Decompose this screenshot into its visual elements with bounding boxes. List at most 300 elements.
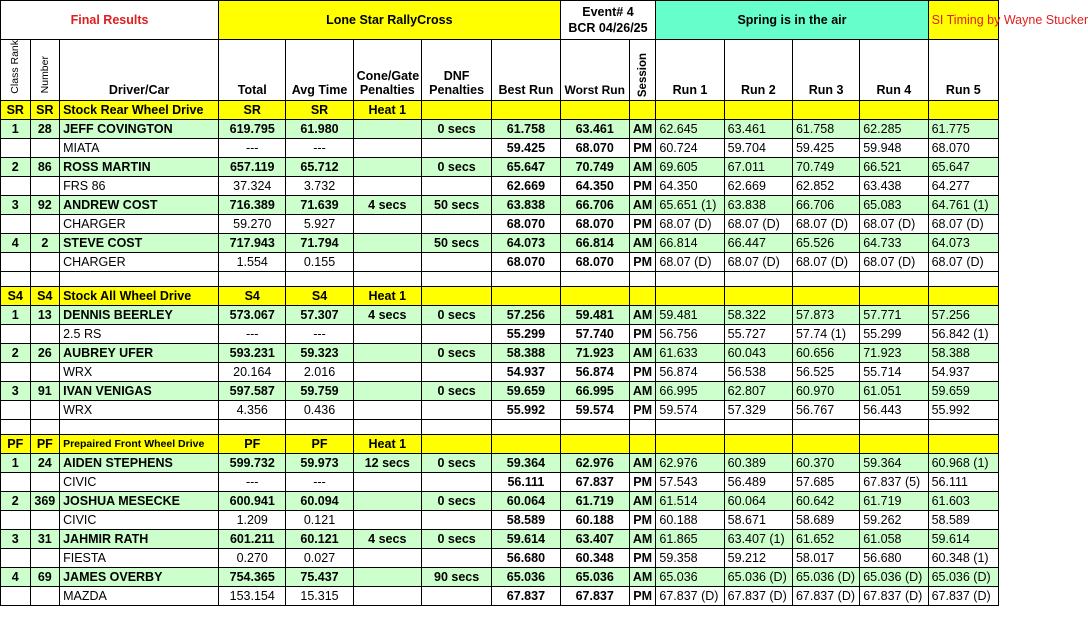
col-best-run: Best Run: [492, 40, 560, 101]
class-code-cell: PF: [30, 434, 60, 453]
session-cell: AM: [629, 233, 656, 252]
driver-row: [1, 491, 999, 510]
avg-time-cell: 59.759: [286, 381, 353, 400]
class-rank-cell: 2: [1, 343, 31, 362]
empty-cell: [219, 271, 286, 286]
worst-run-cell: 60.188: [560, 510, 629, 529]
diff-total-cell: 0.270: [219, 548, 286, 567]
run-time-cell: 67.837 (D): [792, 586, 859, 605]
session-cell: PM: [629, 472, 656, 491]
empty-cell: [1, 586, 31, 605]
col-run-2: Run 2: [724, 40, 792, 101]
empty-cell: [656, 286, 724, 305]
run-time-cell: 58.017: [792, 548, 859, 567]
best-run-cell: 57.256: [492, 305, 560, 324]
driver-name-cell: JEFF COVINGTON: [60, 119, 219, 138]
run-time-cell: 59.358: [656, 548, 724, 567]
empty-cell: [792, 434, 859, 453]
total-cell: 600.941: [219, 491, 286, 510]
run-time-cell: 61.058: [860, 529, 928, 548]
car-row: [1, 510, 999, 529]
session-cell: PM: [629, 252, 656, 271]
empty-cell: [928, 419, 998, 434]
run-time-cell: 57.685: [792, 472, 859, 491]
run-time-cell: 60.370: [792, 453, 859, 472]
dnf-penalty-cell: 0 secs: [421, 157, 491, 176]
dnf-penalties-label: Penalties: [429, 82, 485, 97]
spacer-row: [1, 271, 999, 286]
worst-run-cell: 67.837: [560, 586, 629, 605]
empty-cell: [421, 271, 491, 286]
run-time-cell: 65.036 (D): [860, 567, 928, 586]
total-cell: 717.943: [219, 233, 286, 252]
empty-cell: [30, 400, 60, 419]
run-time-cell: 60.188: [656, 510, 724, 529]
worst-run-cell: 60.348: [560, 548, 629, 567]
car-model-cell: FIESTA: [60, 548, 219, 567]
empty-cell: [792, 100, 859, 119]
total-cell: 716.389: [219, 195, 286, 214]
cone-penalty-cell: 12 secs: [353, 453, 421, 472]
empty-cell: [353, 510, 421, 529]
driver-row: [1, 343, 999, 362]
empty-cell: [724, 271, 792, 286]
empty-cell: [30, 548, 60, 567]
run-time-cell: 63.838: [724, 195, 792, 214]
class-rank-cell: 4: [1, 233, 31, 252]
run-time-cell: 56.767: [792, 400, 859, 419]
empty-cell: [492, 434, 560, 453]
class-code-cell: PF: [1, 434, 31, 453]
spacer-row: [1, 419, 999, 434]
car-number-cell: 92: [30, 195, 60, 214]
run-time-cell: 65.036 (D): [724, 567, 792, 586]
best-run-cell: 65.036: [492, 567, 560, 586]
diff-avg-cell: 0.436: [286, 400, 353, 419]
cone-penalty-cell: [353, 157, 421, 176]
best-run-cell: 64.073: [492, 233, 560, 252]
final-results-title: Final Results: [1, 1, 219, 40]
best-run-cell: 68.070: [492, 252, 560, 271]
class-avg-code-cell: PF: [286, 434, 353, 453]
class-rank-cell: 3: [1, 381, 31, 400]
empty-cell: [421, 286, 491, 305]
run-time-cell: 56.842 (1): [928, 324, 998, 343]
run-time-cell: 62.852: [792, 176, 859, 195]
empty-cell: [30, 324, 60, 343]
class-heat-cell: Heat 1: [353, 434, 421, 453]
empty-cell: [421, 362, 491, 381]
dnf-penalty-cell: 90 secs: [421, 567, 491, 586]
car-number-cell: 2: [30, 233, 60, 252]
empty-cell: [30, 138, 60, 157]
empty-cell: [1, 252, 31, 271]
empty-cell: [30, 510, 60, 529]
diff-avg-cell: 5.927: [286, 214, 353, 233]
empty-cell: [353, 138, 421, 157]
avg-time-cell: 60.094: [286, 491, 353, 510]
car-row: [1, 324, 999, 343]
car-model-cell: MAZDA: [60, 586, 219, 605]
run-time-cell: 60.970: [792, 381, 859, 400]
empty-cell: [492, 271, 560, 286]
driver-name-cell: DENNIS BEERLEY: [60, 305, 219, 324]
empty-cell: [860, 271, 928, 286]
run-time-cell: 66.995: [656, 381, 724, 400]
total-cell: 573.067: [219, 305, 286, 324]
run-time-cell: 61.775: [928, 119, 998, 138]
best-run-cell: 68.070: [492, 214, 560, 233]
car-model-cell: FRS 86: [60, 176, 219, 195]
run-time-cell: 67.837 (D): [656, 586, 724, 605]
total-cell: 599.732: [219, 453, 286, 472]
avg-time-cell: 59.973: [286, 453, 353, 472]
class-code-cell: S4: [30, 286, 60, 305]
empty-cell: [286, 419, 353, 434]
run-time-cell: 62.976: [656, 453, 724, 472]
empty-cell: [492, 419, 560, 434]
empty-cell: [421, 510, 491, 529]
empty-cell: [353, 214, 421, 233]
run-time-cell: 64.733: [860, 233, 928, 252]
run-time-cell: 61.719: [860, 491, 928, 510]
dnf-penalty-cell: 0 secs: [421, 305, 491, 324]
session-cell: AM: [629, 381, 656, 400]
col-driver-car: Driver/Car: [60, 40, 219, 101]
empty-cell: [860, 286, 928, 305]
dnf-penalty-cell: 0 secs: [421, 453, 491, 472]
run-time-cell: 65.036: [656, 567, 724, 586]
empty-cell: [629, 271, 656, 286]
session-cell: AM: [629, 305, 656, 324]
worst-run-cell: 61.719: [560, 491, 629, 510]
best-run-cell: 58.388: [492, 343, 560, 362]
avg-time-cell: 61.980: [286, 119, 353, 138]
event-info: [560, 1, 656, 40]
empty-cell: [1, 176, 31, 195]
empty-cell: [1, 214, 31, 233]
run-time-cell: 65.036 (D): [928, 567, 998, 586]
run-time-cell: 54.937: [928, 362, 998, 381]
total-cell: 593.231: [219, 343, 286, 362]
session-cell: AM: [629, 491, 656, 510]
run-time-cell: 68.07 (D): [792, 214, 859, 233]
empty-cell: [353, 586, 421, 605]
session-cell: PM: [629, 324, 656, 343]
best-run-cell: 59.659: [492, 381, 560, 400]
empty-cell: [60, 271, 219, 286]
empty-cell: [30, 214, 60, 233]
car-model-cell: WRX: [60, 362, 219, 381]
run-time-cell: 61.051: [860, 381, 928, 400]
empty-cell: [421, 434, 491, 453]
col-run-4: Run 4: [860, 40, 928, 101]
empty-cell: [928, 100, 998, 119]
session-cell: PM: [629, 586, 656, 605]
run-time-cell: 62.645: [656, 119, 724, 138]
dnf-penalty-cell: 50 secs: [421, 233, 491, 252]
session-cell: PM: [629, 176, 656, 195]
event-date: BCR 04/26/25: [568, 21, 648, 35]
run-time-cell: 57.329: [724, 400, 792, 419]
car-number-cell: 369: [30, 491, 60, 510]
car-model-cell: CIVIC: [60, 472, 219, 491]
run-time-cell: 61.865: [656, 529, 724, 548]
run-time-cell: 66.706: [792, 195, 859, 214]
cone-penalty-cell: 4 secs: [353, 305, 421, 324]
empty-cell: [1, 324, 31, 343]
empty-cell: [629, 100, 656, 119]
empty-cell: [353, 362, 421, 381]
diff-avg-cell: 0.121: [286, 510, 353, 529]
run-time-cell: 60.968 (1): [928, 453, 998, 472]
run-time-cell: 68.070: [928, 138, 998, 157]
cone-penalty-cell: [353, 233, 421, 252]
worst-run-cell: 56.874: [560, 362, 629, 381]
empty-cell: [353, 176, 421, 195]
total-cell: 754.365: [219, 567, 286, 586]
best-run-cell: 55.992: [492, 400, 560, 419]
run-time-cell: 59.262: [860, 510, 928, 529]
run-time-cell: 59.364: [860, 453, 928, 472]
driver-row: [1, 233, 999, 252]
diff-total-cell: 20.164: [219, 362, 286, 381]
run-time-cell: 70.749: [792, 157, 859, 176]
empty-cell: [30, 586, 60, 605]
worst-run-cell: 70.749: [560, 157, 629, 176]
total-cell: 657.119: [219, 157, 286, 176]
empty-cell: [1, 362, 31, 381]
car-number-cell: 26: [30, 343, 60, 362]
class-avg-code-cell: SR: [286, 100, 353, 119]
worst-run-cell: 68.070: [560, 138, 629, 157]
run-time-cell: 62.285: [860, 119, 928, 138]
col-run-1: Run 1: [656, 40, 724, 101]
class-rank-cell: 3: [1, 529, 31, 548]
empty-cell: [60, 419, 219, 434]
empty-cell: [629, 434, 656, 453]
empty-cell: [560, 271, 629, 286]
run-time-cell: 57.256: [928, 305, 998, 324]
dnf-penalty-cell: 0 secs: [421, 343, 491, 362]
results-body: [1, 1, 1088, 606]
run-time-cell: 66.521: [860, 157, 928, 176]
run-time-cell: 61.758: [792, 119, 859, 138]
empty-cell: [219, 419, 286, 434]
empty-cell: [421, 548, 491, 567]
best-run-cell: 59.614: [492, 529, 560, 548]
empty-cell: [928, 271, 998, 286]
empty-cell: [724, 419, 792, 434]
run-time-cell: 66.814: [656, 233, 724, 252]
driver-name-cell: ANDREW COST: [60, 195, 219, 214]
car-row: [1, 214, 999, 233]
dnf-label: DNF: [443, 68, 470, 83]
diff-total-cell: ---: [219, 138, 286, 157]
run-time-cell: 59.481: [656, 305, 724, 324]
run-time-cell: 61.514: [656, 491, 724, 510]
car-number-cell: 86: [30, 157, 60, 176]
empty-cell: [30, 252, 60, 271]
diff-total-cell: ---: [219, 472, 286, 491]
driver-row: [1, 195, 999, 214]
run-time-cell: 67.011: [724, 157, 792, 176]
dnf-penalty-cell: 0 secs: [421, 529, 491, 548]
run-time-cell: 60.064: [724, 491, 792, 510]
empty-cell: [492, 100, 560, 119]
run-time-cell: 56.874: [656, 362, 724, 381]
best-run-cell: 58.589: [492, 510, 560, 529]
run-time-cell: 58.388: [928, 343, 998, 362]
best-run-cell: 56.111: [492, 472, 560, 491]
class-header-row: [1, 100, 999, 119]
empty-cell: [656, 271, 724, 286]
class-total-code-cell: S4: [219, 286, 286, 305]
worst-run-cell: 63.461: [560, 119, 629, 138]
empty-cell: [560, 286, 629, 305]
session-cell: AM: [629, 567, 656, 586]
empty-cell: [656, 434, 724, 453]
run-time-cell: 60.348 (1): [928, 548, 998, 567]
worst-run-cell: 64.350: [560, 176, 629, 195]
car-row: [1, 252, 999, 271]
col-avg-time: Avg Time: [286, 40, 353, 101]
empty-cell: [1, 400, 31, 419]
diff-avg-cell: ---: [286, 472, 353, 491]
worst-run-cell: 57.740: [560, 324, 629, 343]
best-run-cell: 65.647: [492, 157, 560, 176]
cone-penalty-cell: [353, 491, 421, 510]
run-time-cell: 59.574: [656, 400, 724, 419]
car-number-cell: 69: [30, 567, 60, 586]
empty-cell: [928, 434, 998, 453]
run-time-cell: 63.438: [860, 176, 928, 195]
diff-total-cell: 1.554: [219, 252, 286, 271]
number-label: Number: [38, 56, 51, 94]
session-cell: PM: [629, 400, 656, 419]
car-model-cell: CHARGER: [60, 214, 219, 233]
run-time-cell: 65.647: [928, 157, 998, 176]
run-time-cell: 57.771: [860, 305, 928, 324]
class-rank-cell: 3: [1, 195, 31, 214]
run-time-cell: 65.083: [860, 195, 928, 214]
run-time-cell: 65.036 (D): [792, 567, 859, 586]
best-run-cell: 55.299: [492, 324, 560, 343]
empty-cell: [724, 434, 792, 453]
best-run-cell: 60.064: [492, 491, 560, 510]
run-time-cell: 67.837 (5): [860, 472, 928, 491]
empty-cell: [353, 419, 421, 434]
car-row: [1, 138, 999, 157]
avg-time-cell: 59.323: [286, 343, 353, 362]
driver-name-cell: ROSS MARTIN: [60, 157, 219, 176]
run-time-cell: 55.992: [928, 400, 998, 419]
run-time-cell: 63.407 (1): [724, 529, 792, 548]
empty-cell: [560, 100, 629, 119]
run-time-cell: 64.761 (1): [928, 195, 998, 214]
run-time-cell: 61.603: [928, 491, 998, 510]
best-run-cell: 59.364: [492, 453, 560, 472]
diff-total-cell: 59.270: [219, 214, 286, 233]
empty-cell: [353, 548, 421, 567]
class-total-code-cell: SR: [219, 100, 286, 119]
run-time-cell: 66.447: [724, 233, 792, 252]
run-time-cell: 60.389: [724, 453, 792, 472]
cone-penalty-cell: [353, 381, 421, 400]
diff-total-cell: 37.324: [219, 176, 286, 195]
run-time-cell: 56.443: [860, 400, 928, 419]
car-number-cell: 91: [30, 381, 60, 400]
car-number-cell: 28: [30, 119, 60, 138]
empty-cell: [421, 419, 491, 434]
run-time-cell: 62.669: [724, 176, 792, 195]
class-avg-code-cell: S4: [286, 286, 353, 305]
empty-cell: [860, 100, 928, 119]
car-row: [1, 176, 999, 195]
best-run-cell: 61.758: [492, 119, 560, 138]
run-time-cell: 59.614: [928, 529, 998, 548]
class-rank-cell: 1: [1, 305, 31, 324]
car-model-cell: CHARGER: [60, 252, 219, 271]
class-name-cell: Stock All Wheel Drive: [60, 286, 219, 305]
driver-name-cell: STEVE COST: [60, 233, 219, 252]
run-time-cell: 68.07 (D): [928, 214, 998, 233]
run-time-cell: 68.07 (D): [792, 252, 859, 271]
run-time-cell: 68.07 (D): [860, 214, 928, 233]
run-time-cell: 56.680: [860, 548, 928, 567]
avg-time-cell: 57.307: [286, 305, 353, 324]
best-run-cell: 59.425: [492, 138, 560, 157]
dnf-penalty-cell: 0 secs: [421, 381, 491, 400]
empty-cell: [629, 419, 656, 434]
empty-cell: [30, 472, 60, 491]
col-number: [30, 40, 60, 101]
col-class-rank: [1, 40, 31, 101]
driver-name-cell: AUBREY UFER: [60, 343, 219, 362]
run-time-cell: 59.425: [792, 138, 859, 157]
car-row: [1, 400, 999, 419]
empty-cell: [1, 138, 31, 157]
class-rank-cell: 2: [1, 491, 31, 510]
worst-run-cell: 62.976: [560, 453, 629, 472]
cone-penalty-cell: 4 secs: [353, 529, 421, 548]
worst-run-cell: 59.481: [560, 305, 629, 324]
worst-run-cell: 71.923: [560, 343, 629, 362]
run-time-cell: 64.073: [928, 233, 998, 252]
class-rank-label: Class Rank: [9, 40, 22, 94]
col-worst-run: Worst Run: [560, 40, 629, 101]
class-code-cell: SR: [30, 100, 60, 119]
empty-cell: [353, 252, 421, 271]
class-code-cell: S4: [1, 286, 31, 305]
best-run-cell: 54.937: [492, 362, 560, 381]
run-time-cell: 59.659: [928, 381, 998, 400]
diff-avg-cell: 15.315: [286, 586, 353, 605]
empty-cell: [792, 286, 859, 305]
class-code-cell: SR: [1, 100, 31, 119]
run-time-cell: 67.837 (D): [860, 586, 928, 605]
diff-avg-cell: 2.016: [286, 362, 353, 381]
class-name-cell: Prepaired Front Wheel Drive: [60, 434, 219, 453]
run-time-cell: 68.07 (D): [860, 252, 928, 271]
cone-penalty-cell: [353, 567, 421, 586]
driver-row: [1, 157, 999, 176]
empty-cell: [353, 324, 421, 343]
empty-cell: [1, 548, 31, 567]
run-time-cell: 55.714: [860, 362, 928, 381]
run-time-cell: 71.923: [860, 343, 928, 362]
run-time-cell: 55.727: [724, 324, 792, 343]
